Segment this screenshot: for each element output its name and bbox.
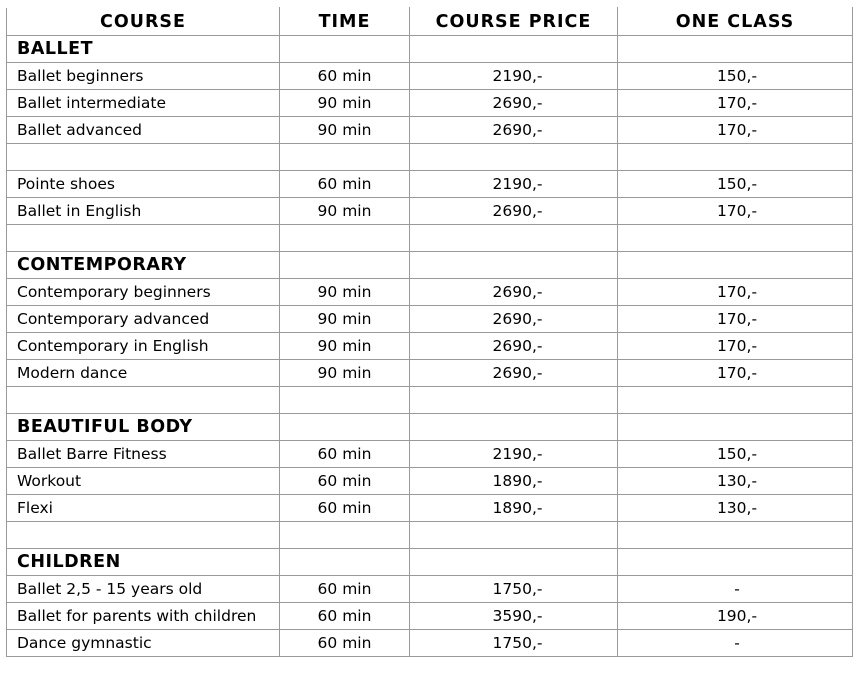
course-name-cell: Contemporary beginners <box>7 279 280 306</box>
category-empty-cell <box>280 252 410 279</box>
one-class-price-cell: 190,- <box>618 603 853 630</box>
category-name: BEAUTIFUL BODY <box>7 414 280 441</box>
course-name-cell: Ballet beginners <box>7 63 280 90</box>
course-price-cell <box>410 144 618 171</box>
one-class-price-cell: 170,- <box>618 333 853 360</box>
course-price-cell: 3590,- <box>410 603 618 630</box>
table-row <box>7 144 853 171</box>
one-class-price-cell: 150,- <box>618 171 853 198</box>
table-row <box>7 576 853 603</box>
time-cell <box>280 522 410 549</box>
category-empty-cell <box>618 252 853 279</box>
one-class-price-cell <box>618 225 853 252</box>
course-name-cell: Ballet Barre Fitness <box>7 441 280 468</box>
one-class-price-cell: 170,- <box>618 279 853 306</box>
time-cell: 60 min <box>280 171 410 198</box>
table-row <box>7 306 853 333</box>
table-row <box>7 495 853 522</box>
course-name-cell <box>7 387 280 414</box>
table-row <box>7 522 853 549</box>
table-row <box>7 468 853 495</box>
table-row <box>7 387 853 414</box>
category-empty-cell <box>618 36 853 63</box>
one-class-price-cell: 170,- <box>618 360 853 387</box>
one-class-price-cell: 150,- <box>618 441 853 468</box>
course-price-cell: 2690,- <box>410 306 618 333</box>
course-name-cell: Contemporary in English <box>7 333 280 360</box>
category-name: CONTEMPORARY <box>7 252 280 279</box>
time-cell: 90 min <box>280 306 410 333</box>
course-price-cell: 2190,- <box>410 171 618 198</box>
time-cell: 60 min <box>280 63 410 90</box>
one-class-price-cell <box>618 522 853 549</box>
course-name-cell: Ballet 2,5 - 15 years old <box>7 576 280 603</box>
one-class-price-cell <box>618 144 853 171</box>
course-price-cell <box>410 387 618 414</box>
time-cell <box>280 144 410 171</box>
course-price-cell: 2690,- <box>410 117 618 144</box>
header-time: TIME <box>280 8 410 36</box>
header-one-class: ONE CLASS <box>618 8 853 36</box>
header-row <box>7 8 853 36</box>
course-price-cell: 1750,- <box>410 576 618 603</box>
one-class-price-cell: 170,- <box>618 198 853 225</box>
one-class-price-cell: 130,- <box>618 468 853 495</box>
course-price-cell: 1750,- <box>410 630 618 657</box>
time-cell: 60 min <box>280 630 410 657</box>
time-cell: 90 min <box>280 117 410 144</box>
one-class-price-cell: 130,- <box>618 495 853 522</box>
one-class-price-cell: 170,- <box>618 306 853 333</box>
category-empty-cell <box>410 36 618 63</box>
header-course-price: COURSE PRICE <box>410 8 618 36</box>
course-name-cell <box>7 225 280 252</box>
one-class-price-cell: 170,- <box>618 90 853 117</box>
course-name-cell: Ballet for parents with children <box>7 603 280 630</box>
table-row <box>7 630 853 657</box>
category-empty-cell <box>410 549 618 576</box>
one-class-price-cell <box>618 387 853 414</box>
time-cell: 60 min <box>280 576 410 603</box>
table-row <box>7 171 853 198</box>
course-price-cell: 2690,- <box>410 279 618 306</box>
course-name-cell: Contemporary advanced <box>7 306 280 333</box>
time-cell: 60 min <box>280 441 410 468</box>
course-name-cell: Dance gymnastic <box>7 630 280 657</box>
one-class-price-cell: 150,- <box>618 63 853 90</box>
category-empty-cell <box>280 549 410 576</box>
course-price-cell: 2690,- <box>410 90 618 117</box>
table-row <box>7 117 853 144</box>
category-row <box>7 414 853 441</box>
one-class-price-cell: 170,- <box>618 117 853 144</box>
category-row <box>7 36 853 63</box>
course-name-cell: Ballet in English <box>7 198 280 225</box>
course-price-cell: 1890,- <box>410 495 618 522</box>
course-price-cell: 2690,- <box>410 360 618 387</box>
table-row <box>7 441 853 468</box>
category-name: BALLET <box>7 36 280 63</box>
table-row <box>7 90 853 117</box>
course-price-cell: 2190,- <box>410 63 618 90</box>
course-price-cell <box>410 522 618 549</box>
category-empty-cell <box>280 36 410 63</box>
time-cell: 90 min <box>280 360 410 387</box>
course-name-cell: Workout <box>7 468 280 495</box>
one-class-price-cell: - <box>618 576 853 603</box>
course-name-cell <box>7 522 280 549</box>
course-price-cell: 2190,- <box>410 441 618 468</box>
time-cell: 60 min <box>280 603 410 630</box>
course-price-cell: 1890,- <box>410 468 618 495</box>
table-row <box>7 603 853 630</box>
category-row <box>7 252 853 279</box>
category-row <box>7 549 853 576</box>
course-price-cell: 2690,- <box>410 333 618 360</box>
table-row <box>7 279 853 306</box>
time-cell: 60 min <box>280 495 410 522</box>
course-name-cell: Ballet intermediate <box>7 90 280 117</box>
course-name-cell <box>7 144 280 171</box>
course-name-cell: Modern dance <box>7 360 280 387</box>
time-cell: 90 min <box>280 333 410 360</box>
price-table <box>6 7 853 657</box>
time-cell: 90 min <box>280 90 410 117</box>
category-empty-cell <box>410 414 618 441</box>
course-name-cell: Pointe shoes <box>7 171 280 198</box>
time-cell: 90 min <box>280 198 410 225</box>
table-row <box>7 225 853 252</box>
course-price-cell: 2690,- <box>410 198 618 225</box>
course-name-cell: Flexi <box>7 495 280 522</box>
time-cell <box>280 225 410 252</box>
category-empty-cell <box>618 549 853 576</box>
table-row <box>7 63 853 90</box>
time-cell <box>280 387 410 414</box>
category-empty-cell <box>618 414 853 441</box>
category-empty-cell <box>410 252 618 279</box>
category-name: CHILDREN <box>7 549 280 576</box>
time-cell: 60 min <box>280 468 410 495</box>
table-row <box>7 333 853 360</box>
course-name-cell: Ballet advanced <box>7 117 280 144</box>
one-class-price-cell: - <box>618 630 853 657</box>
header-course: COURSE <box>7 8 280 36</box>
table-row <box>7 198 853 225</box>
time-cell: 90 min <box>280 279 410 306</box>
category-empty-cell <box>280 414 410 441</box>
table-row <box>7 360 853 387</box>
course-price-cell <box>410 225 618 252</box>
price-table-body <box>7 8 853 657</box>
